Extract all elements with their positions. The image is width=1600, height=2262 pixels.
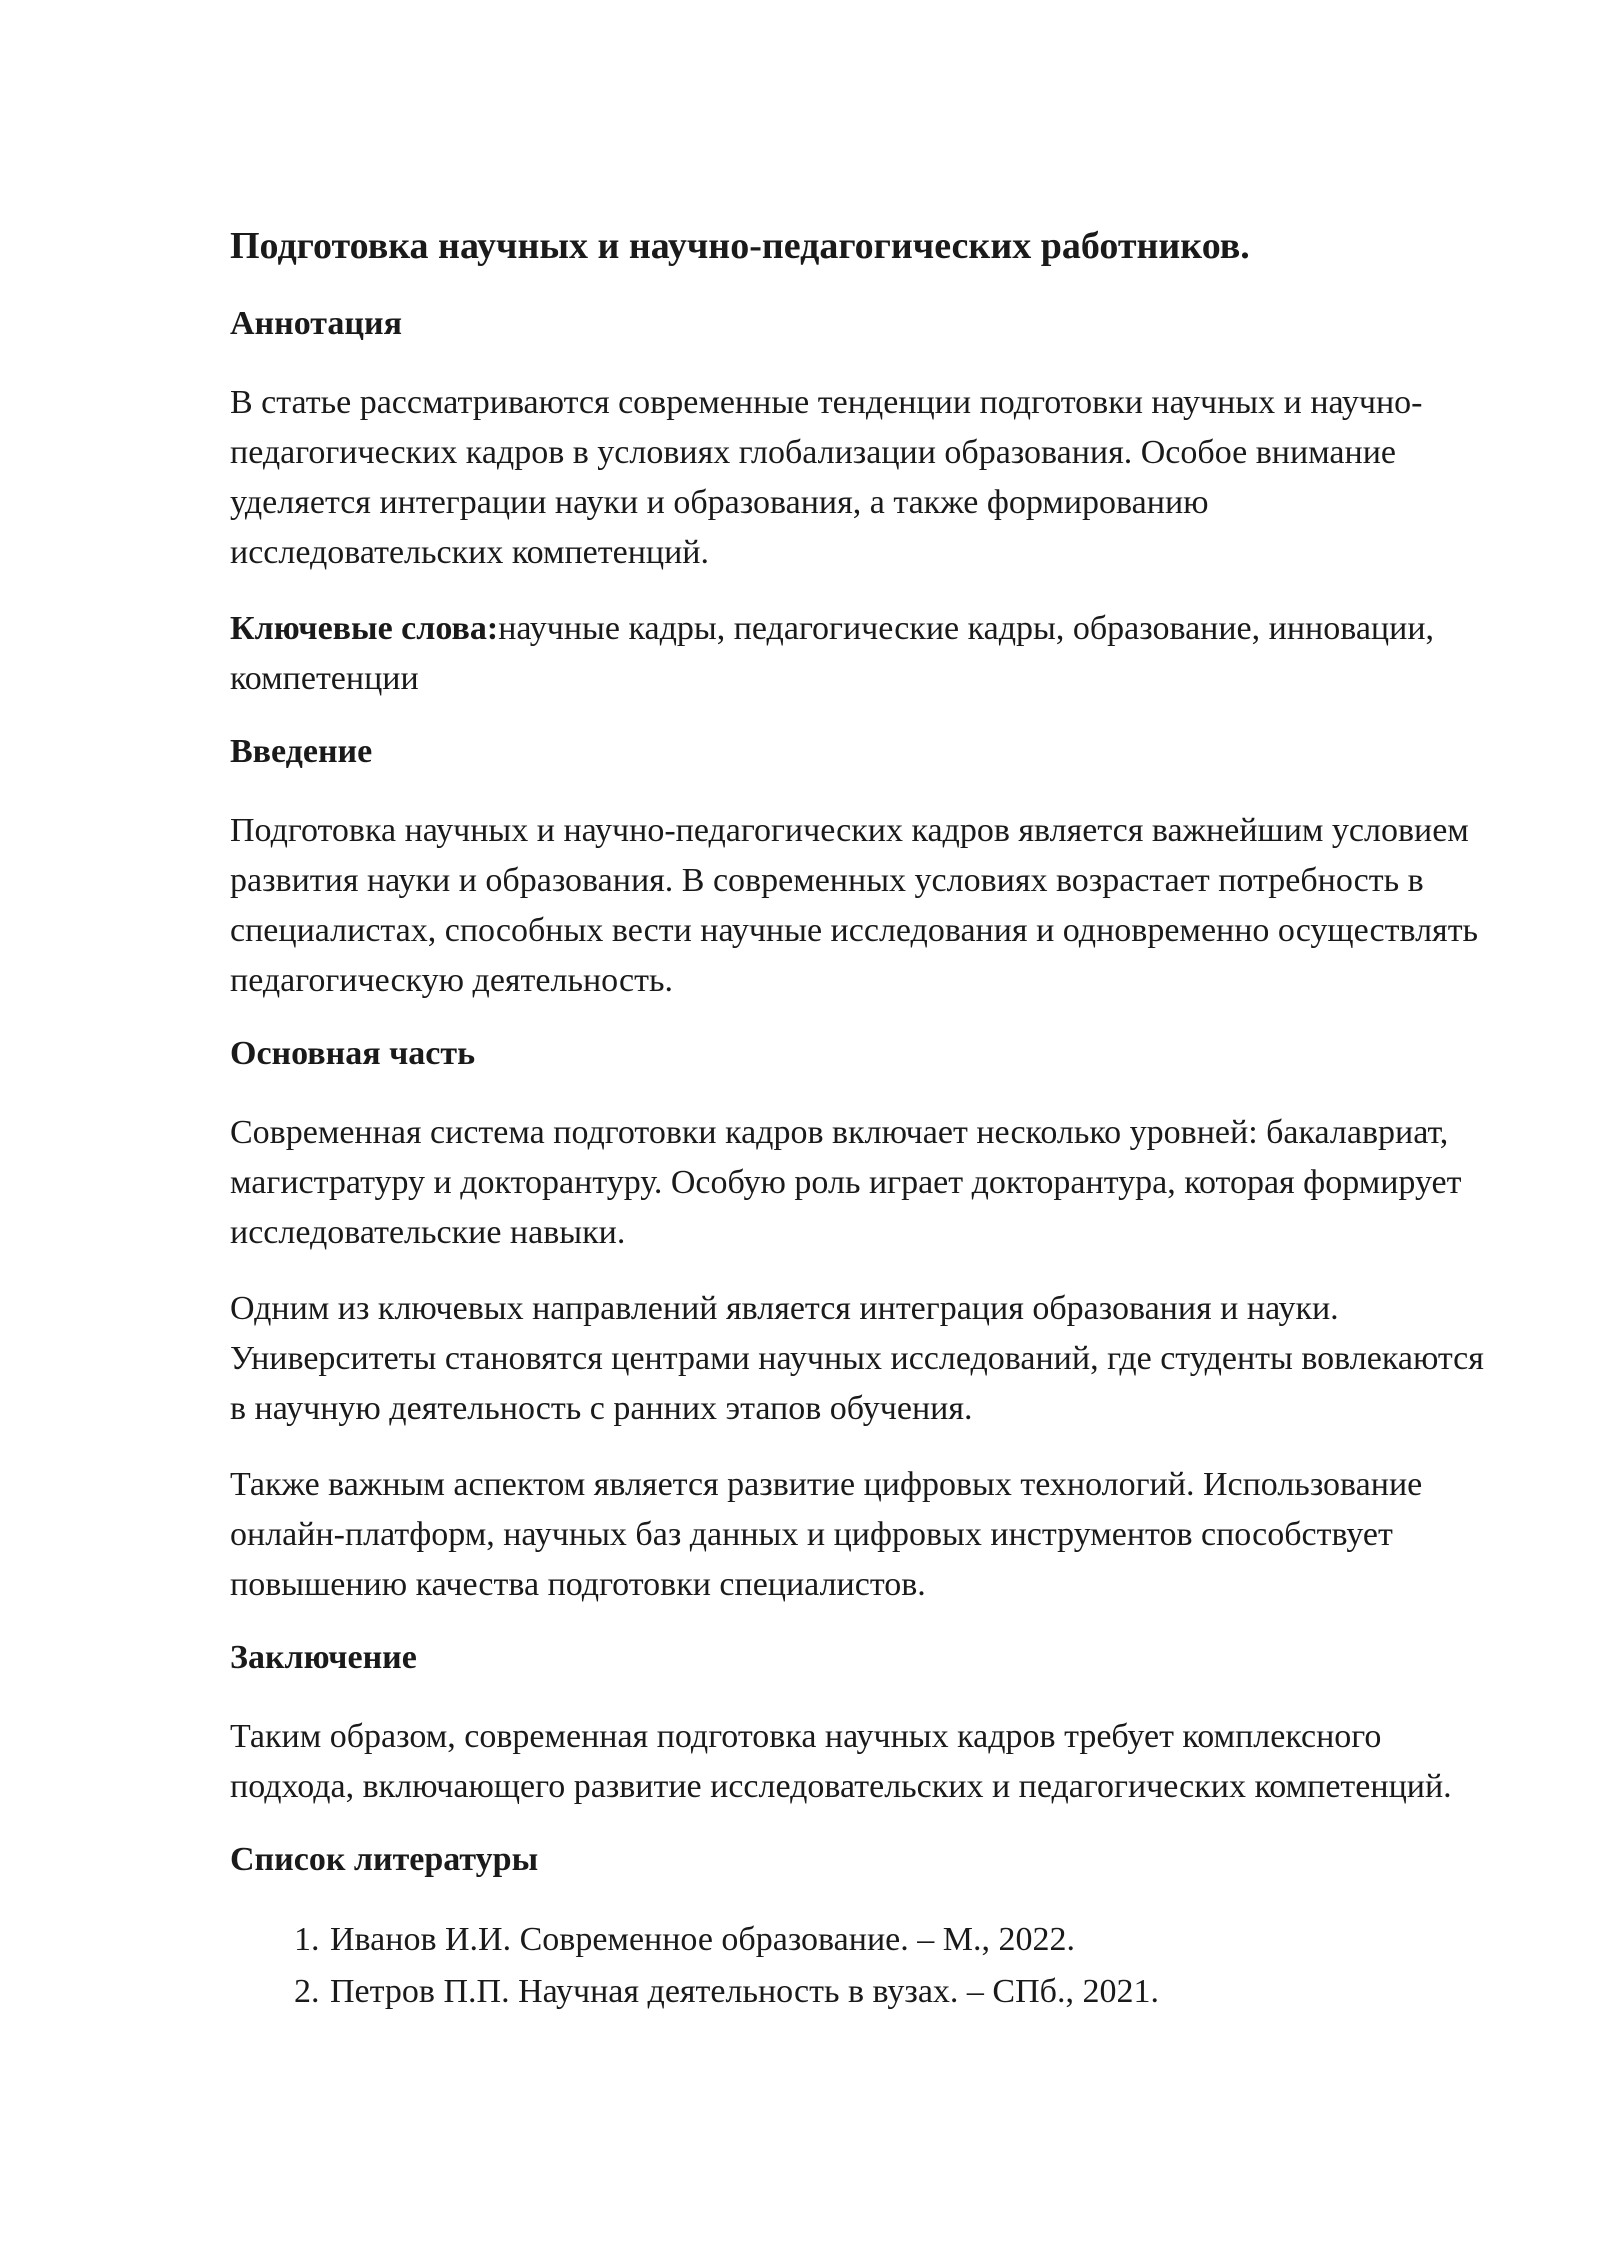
keywords-label: Ключевые слова: [230,610,499,647]
keywords-paragraph [230,604,1490,704]
reference-item: 2. Петров П.П. Научная деятельность в вузах. – СПб., 2021. [328,1966,1490,2018]
main-heading: Основная часть [230,1035,476,1072]
main-paragraph: Современная система подготовки кадров включает несколько уровней: бакалавриат, магистратуру и докторантуру. Особую роль играет докторантура, которая формирует исследовательские навыки. [230,1114,1462,1251]
annotation-text: В статье рассматриваются современные тенденции подготовки научных и научно-педагогических кадров в условиях глобализации образования. Особое внимание уделяется интеграции науки и образования, а также формированию исследовательских компетенций. [230,384,1423,571]
introduction-heading: Введение [230,733,373,770]
references-heading: Список литературы [230,1841,539,1878]
document-title: Подготовка научных и научно-педагогических работников. [230,225,1250,267]
keywords-text: научные кадры, педагогические кадры, образование, инновации, компетенции [230,610,1435,697]
document-page [230,222,1490,2018]
conclusion-text: Таким образом, современная подготовка научных кадров требует комплексного подхода, включающего развитие исследовательских и педагогических компетенций. [230,1718,1452,1805]
main-paragraph: Также важным аспектом является развитие цифровых технологий. Использование онлайн-платформ, научных баз данных и цифровых инструментов способствует повышению качества подготовки специалистов. [230,1466,1423,1603]
references-list [230,1914,1490,2018]
reference-item: 1. Иванов И.И. Современное образование. – М., 2022. [328,1914,1490,1966]
main-paragraph: Одним из ключевых направлений является интеграция образования и науки. Университеты становятся центрами научных исследований, где студенты вовлекаются в научную деятельность с ранних этапов обучения. [230,1290,1484,1427]
introduction-text: Подготовка научных и научно-педагогических кадров является важнейшим условием развития науки и образования. В современных условиях возрастает потребность в специалистах, способных вести научные исследования и одновременно осуществлять педагогическую деятельность. [230,812,1479,999]
annotation-heading: Аннотация [230,305,402,342]
conclusion-heading: Заключение [230,1639,417,1676]
